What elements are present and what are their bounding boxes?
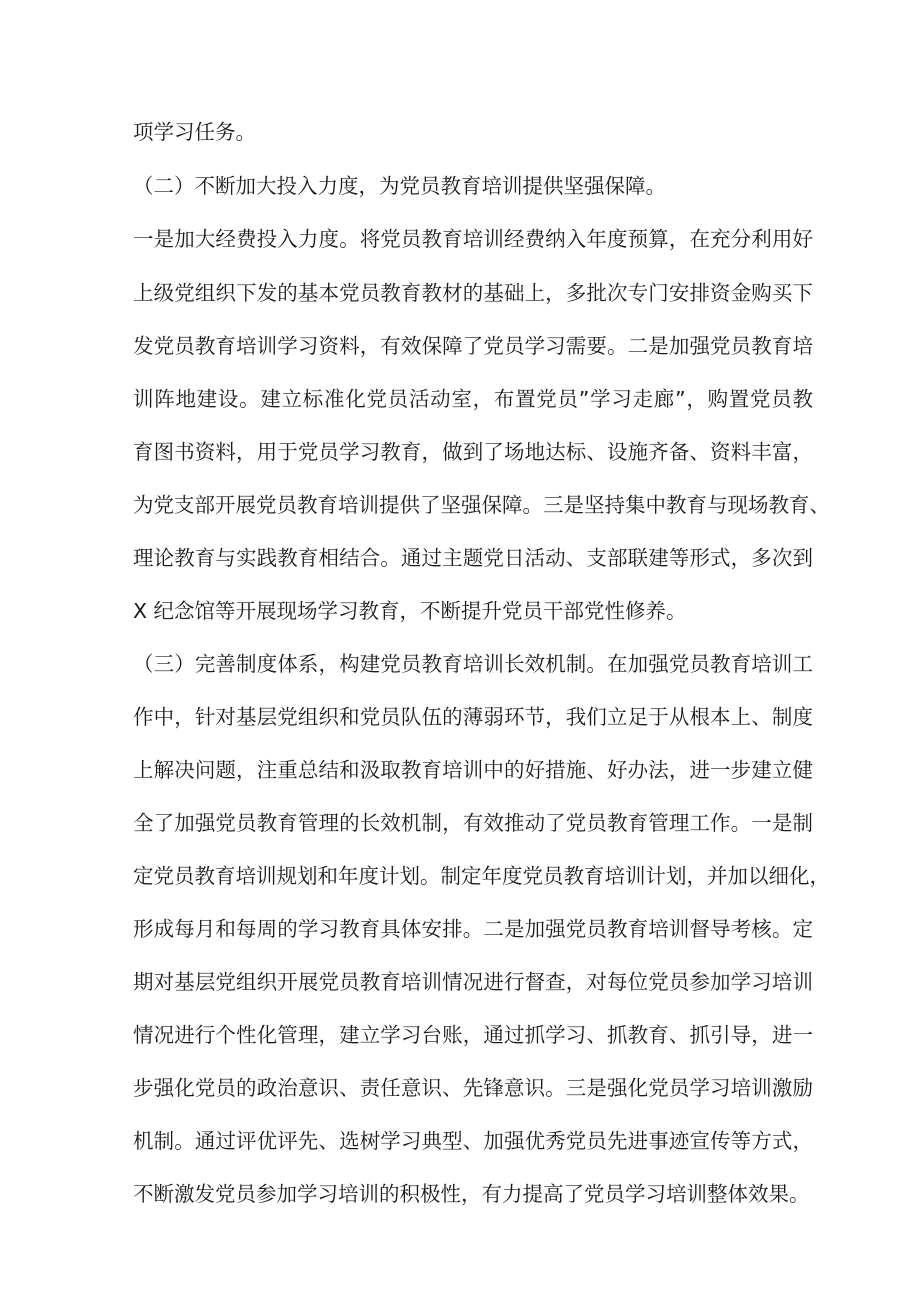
text-line: 项学习任务。 <box>133 120 256 144</box>
text-line: 不断激发党员参加学习培训的积极性，有力提高了党员学习培训整体效果。 <box>133 1182 810 1206</box>
text-line: 全了加强党员教育管理的长效机制，有效推动了党员教育管理工作。一是制 <box>133 811 813 835</box>
section-heading: （二）不断加大投入力度，为党员教育培训提供坚强保障。 <box>133 174 666 198</box>
text-line: 期对基层党组织开展党员教育培训情况进行督查，对每位党员参加学习培训 <box>133 970 813 994</box>
text-line: 形成每月和每周的学习教育具体安排。二是加强党员教育培训督导考核。定 <box>133 917 813 941</box>
text-line: 训阵地建设。建立标准化党员活动室，布置党员”学习走廊”，购置党员教 <box>133 387 813 411</box>
text-line: 定党员教育培训规划和年度计划。制定年度党员教育培训计划，并加以细化， <box>133 864 830 888</box>
text-line: 步强化党员的政治意识、责任意识、先锋意识。三是强化党员学习培训激励 <box>133 1076 813 1100</box>
text-line: 作中，针对基层党组织和党员队伍的薄弱环节，我们立足于从根本上、制度 <box>133 705 813 729</box>
text-line: 机制。通过评优评先、选树学习典型、加强优秀党员先进事迹宣传等方式， <box>133 1129 813 1153</box>
text-line: X 纪念馆等开展现场学习教育，不断提升党员干部党性修养。 <box>133 599 687 623</box>
text-line: 为党支部开展党员教育培训提供了坚强保障。三是坚持集中教育与现场教育、 <box>133 493 830 517</box>
text-line: 理论教育与实践教育相结合。通过主题党日活动、支部联建等形式，多次到 <box>133 546 813 570</box>
text-line: 情况进行个性化管理，建立学习台账，通过抓学习、抓教育、抓引导，进一 <box>133 1023 813 1047</box>
text-line: 育图书资料，用于党员学习教育，做到了场地达标、设施齐备、资料丰富， <box>133 440 813 464</box>
text-line: 上级党组织下发的基本党员教育教材的基础上，多批次专门安排资金购买下 <box>133 281 813 305</box>
text-line: 上解决问题，注重总结和汲取教育培训中的好措施、好办法，进一步建立健 <box>133 758 813 782</box>
text-line: 一是加大经费投入力度。将党员教育培训经费纳入年度预算，在充分利用好 <box>133 227 813 251</box>
section-heading: （三）完善制度体系，构建党员教育培训长效机制。在加强党员教育培训工 <box>133 652 813 676</box>
text-line: 发党员教育培训学习资料，有效保障了党员学习需要。二是加强党员教育培 <box>133 334 813 358</box>
